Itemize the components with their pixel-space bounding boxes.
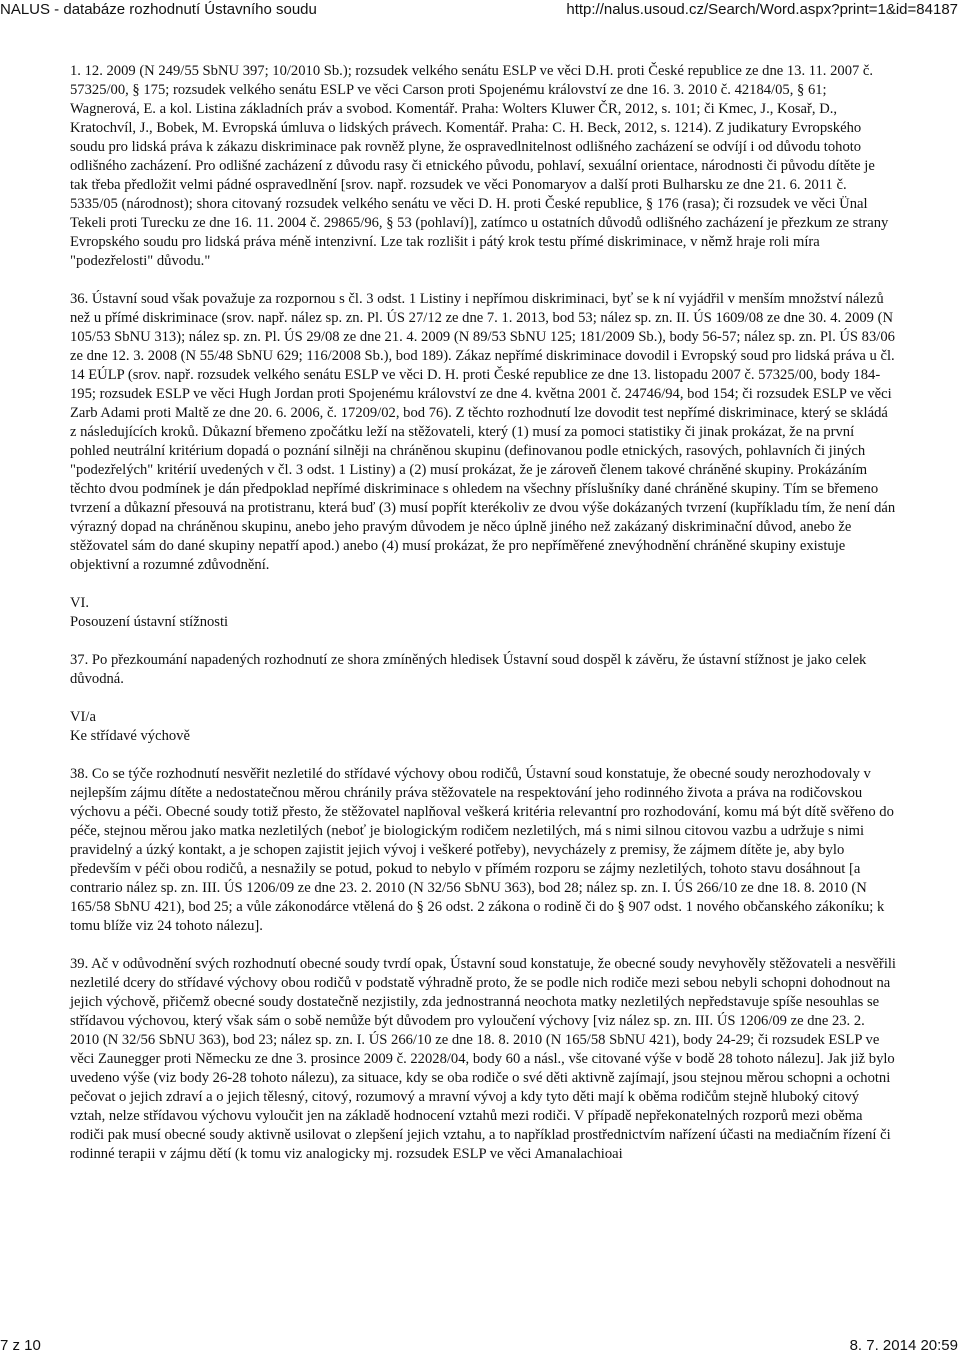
paragraph-35-continuation: 1. 12. 2009 (N 249/55 SbNU 397; 10/2010 Sb.); rozsudek velkého senátu ESLP ve věci D.H. proti České republice ze dne 13. 11. 2007 č. 57325/00, § 175; rozsudek velkého senátu ESLP ve věci Carson proti Spojenému království ze dne 16. 3. 2010 č. 42184/05, § 61; Wagnerová, E. a kol. Listina základních práv a svobod. Komentář. Praha: Wolters Kluwer ČR, 2012, s. 101; či Kmec, J., Kosař, D., Kratochvíl, J., Bobek, M. Evropská úmluva o lidských právech. Komentář. Praha: C. H. Beck, 2012, s. 1214). Z judikatury Evropského soudu pro lidská práva k zákazu diskriminace pak rovněž plyne, že ospravedlnitelnost odlišného zacházení se odvíjí i od důvodu tohoto odlišného zacházení. Pro odlišné zacházení z důvodu rasy či etnického původu, pohlaví, sexuální orientace, národnosti či původu dítěte je tak třeba předložit velmi pádné ospravedlnění [srov. např. rozsudek ve věci Ponomaryov a další proti Bulharsku ze dne 21. 6. 2011 č. 5335/05 (národnost); shora citovaný rozsudek velkého senátu ve věci D. H. proti České republice, § 176 (rasa); či rozsudek ve věci Ünal Tekeli proti Turecku ze dne 16. 11. 2004 č. 29865/96, § 53 (pohlaví)], zatímco u ostatních důvodů odlišného zacházení je přezkum ze strany Evropského soudu pro lidská práva méně intenzivní. Lze tak rozlišit i pátý krok testu přímé diskriminace, v němž hraje roli míra "podezřelosti" důvodu." <box>70 63 889 269</box>
print-datetime: 8. 7. 2014 20:59 <box>849 1337 958 1354</box>
print-footer <box>0 1337 960 1357</box>
paragraph-36: 36. Ústavní soud však považuje za rozpornou s čl. 3 odst. 1 Listiny i nepřímou diskriminaci, byť se k ní vyjádřil v menším množství nálezů než u přímé diskriminace (srov. např. nález sp. zn. Pl. ÚS 27/12 ze dne 7. 1. 2013, bod 53; nález sp. zn. II. ÚS 1609/08 ze dne 30. 4. 2009 (N 105/53 SbNU 313); nález sp. zn. Pl. ÚS 29/08 ze dne 21. 4. 2009 (N 89/53 SbNU 125; 181/2009 Sb.), body 56-57; nález sp. zn. Pl. ÚS 83/06 ze dne 12. 3. 2008 (N 55/48 SbNU 629; 116/2008 Sb.), bod 189). Zákaz nepřímé diskriminace dovodil i Evropský soud pro lidská práva u čl. 14 EÚLP (srov. např. rozsudek velkého senátu ESLP ve věci D. H. proti České republice ze dne 13. listopadu 2007 č. 57325/00, body 184-195; rozsudek ESLP ve věci Hugh Jordan proti Spojenému království ze dne 4. května 2001 č. 24746/94, bod 154; či rozsudek ESLP ve věci Zarb Adami proti Maltě ze dne 20. 6. 2006, č. 17209/02, bod 76). Z těchto rozhodnutí lze dovodit test nepřímé diskriminace, který se skládá z následujících kroků. Důkazní břemeno zpočátku leží na stěžovateli, který (1) musí za pomoci statistiky či jinak prokázat, že na první pohled neutrální kritérium dopadá o poznání silněji na chráněnou skupinu (definovanou podle etnických, rasových, pohlavních či jiných "podezřelých" kritérií uvedených v čl. 3 odst. 1 Listiny) a (2) musí prokázat, že je zároveň členem takové chráněné skupiny. Prokázáním těchto dvou podmínek je dán předpoklad nepřímé diskriminace s ohledem na všechny příslušníky dané chráněné skupiny. Tím se břemeno tvrzení a důkazní přesouvá na protistranu, která buď (3) musí popřít kterékoliv ze dvou výše dokázaných tvrzení (kupříkladu tím, že není dán výrazný dopad na chráněnou skupinu, anebo jeho pravým důvodem je něco úplně jiného než zakázaný diskriminační důvod, anebo že stěžovatel sám do dané skupiny nepatří apod.) anebo (4) musí prokázat, že pro nepříměřené znevýhodnění chráněné skupiny existuje objektivní a rozumné zdůvodnění. <box>70 291 896 573</box>
section-heading-vi-a <box>70 708 896 746</box>
section-number: VI/a <box>70 709 96 725</box>
print-header <box>0 1 960 21</box>
document-body <box>70 62 896 1164</box>
section-title: Posouzení ústavní stížnosti <box>70 614 229 630</box>
paragraph-37: 37. Po přezkoumání napadených rozhodnutí ze shora zmíněných hledisek Ústavní soud dospěl k závěru, že ústavní stížnost je jako celek důvodná. <box>70 652 867 687</box>
section-heading-vi <box>70 594 896 632</box>
page-number: 7 z 10 <box>0 1337 41 1354</box>
paragraph-38: 38. Co se týče rozhodnutí nesvěřit nezletilé do střídavé výchovy obou rodičů, Ústavní soud konstatuje, že obecné soudy nerozhodovaly v nejlepším zájmu dítěte a nedostatečnou měrou chránily práva stěžovatele na respektování jeho rodinného života a práva na rodičovskou výchovu a péči. Obecné soudy totiž přesto, že stěžovatel naplňoval veškerá kritéria relevantní pro rozhodování, komu má být dítě svěřeno do péče, stejnou měrou jako matka nezletilých (neboť je biologickým rodičem nezletilých, má s nimi silnou citovou vazbu a udržuje s nimi pravidelný a úzký kontakt, a je schopen zajistit jejich vývoj i veškeré potřeby), nevycházely z premisy, že zájmem dítěte je, aby bylo především v péči obou rodičů, a nesnažily se potud, pokud to nebylo v přímém rozporu se zájmy nezletilých, tohoto stavu dosáhnout [a contrario nález sp. zn. III. ÚS 1206/09 ze dne 23. 2. 2010 (N 32/56 SbNU 363), bod 28; nález sp. zn. I. ÚS 266/10 ze dne 18. 8. 2010 (N 165/58 SbNU 421), bod 25; a vůle zákonodárce vtělená do § 26 odst. 2 zákona o rodině či do § 907 odst. 1 nového občanského zákoníku; k tomu blíže viz 24 tohoto nálezu]. <box>70 766 894 934</box>
page-title: NALUS - databáze rozhodnutí Ústavního soudu <box>0 1 317 18</box>
paragraph-39: 39. Ač v odůvodnění svých rozhodnutí obecné soudy tvrdí opak, Ústavní soud konstatuje, že obecné soudy nevyhověly stěžovateli a nesvěřili nezletilé dcery do střídavé výchovy obou rodičů v podstatě výhradně proto, že se podle nich rodiče mezi sebou nebyli schopni dohodnout na jejich výchově, přičemž obecné soudy dostatečně nezjistily, zda jednostranná neochota matky nezletilých nepředstavuje spíše nesouhlas se střídavou výchovou, který však sám o sobě nemůže být důvodem pro vyloučení výchovy [viz nález sp. zn. III. ÚS 1206/09 ze dne 23. 2. 2010 (N 32/56 SbNU 363), bod 23; nález sp. zn. I. ÚS 266/10 ze dne 18. 8. 2010 (N 165/58 SbNU 421), body 24-29; či rozsudek ESLP ve věci Zaunegger proti Německu ze dne 3. prosince 2009 č. 22028/04, body 60 a násl., vše citované výše v bodě 28 tohoto nálezu]. Jak již bylo uvedeno výše (viz body 26-28 tohoto nálezu), za situace, kdy se oba rodiče o své děti aktivně zajímají, jsou stejnou měrou schopni a ochotni pečovat o jejich zdraví a o jejich tělesný, citový, rozumový a mravní vývoj a kdy tyto děti mají k oběma rodičům stejně hluboký citový vztah, nelze střídavou výchovu vyloučit jen na základě hodnocení vztahů mezi rodiči. V případě nepřekonatelných rozporů mezi oběma rodiči pak musí obecné soudy aktivně usilovat o zlepšení jejich vztahu, a to například prostřednictvím nařízení účasti na mediačním řízení či rodinné terapii v zájmu dětí (k tomu viz analogicky mj. rozsudek ESLP ve věci Amanalachioai <box>70 956 896 1162</box>
page-url: http://nalus.usoud.cz/Search/Word.aspx?print=1&id=84187 <box>566 1 958 18</box>
section-title: Ke střídavé výchově <box>70 728 190 744</box>
section-number: VI. <box>70 595 90 611</box>
